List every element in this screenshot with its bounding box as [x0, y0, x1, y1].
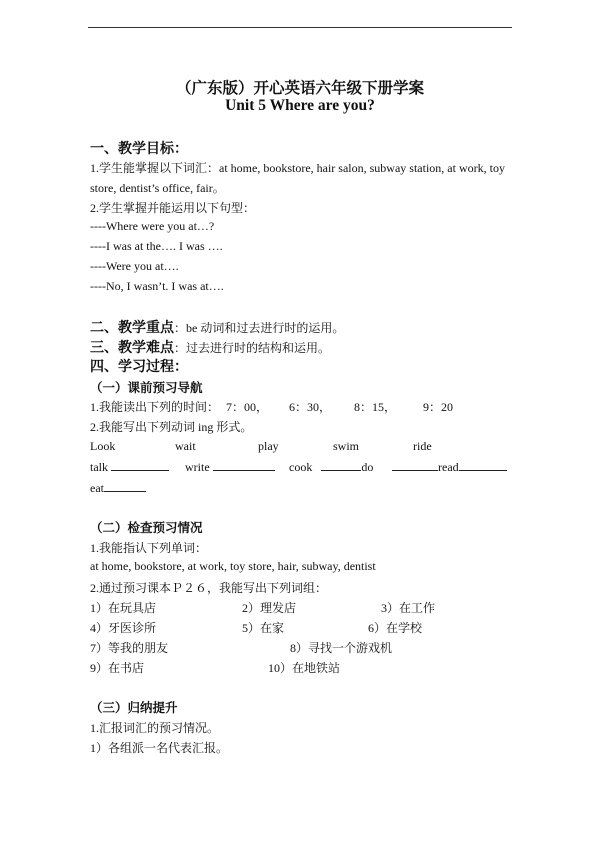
verb-eat-label: eat: [90, 481, 104, 495]
verb-swim: swim: [333, 439, 360, 453]
verb-look: Look: [90, 439, 116, 453]
doc-subtitle: Unit 5 Where are you?: [225, 97, 375, 114]
verb-play: play: [258, 439, 279, 453]
answer-blank[interactable]: [392, 459, 438, 471]
words-list: at home, bookstore, at work, toy store, hair, subway, dentist: [90, 559, 376, 573]
verb-wait: wait: [175, 439, 196, 453]
time-1: 7：00，: [226, 400, 269, 414]
pattern-4: ----No, I wasn’t. I was at….: [90, 279, 224, 293]
verb-cook: [289, 459, 373, 475]
time-3: 8：15，: [354, 400, 397, 414]
phrase-2: 2）理发店: [242, 601, 297, 615]
section4-heading: 四、学习过程：: [90, 360, 188, 375]
time-4: 9：20: [423, 400, 454, 414]
key-point-label: 二、教学重点: [90, 321, 174, 336]
time-2: 6：30，: [289, 400, 332, 414]
phrase-8: 8）寻找一个游戏机: [290, 641, 393, 655]
difficulty: [90, 337, 330, 357]
phrase-10: 10）在地铁站: [268, 661, 341, 675]
answer-blank[interactable]: [213, 459, 275, 471]
goal2: 2.学生掌握并能运用以下句型：: [90, 201, 256, 215]
section1-heading: 一、教学目标：: [90, 142, 188, 157]
part2-heading: （二）检查预习情况: [90, 521, 203, 535]
phrase-5: 5）在家: [242, 621, 285, 635]
goal1-line1: 1.学生能掌握以下词汇：at home, bookstore, hair salon, subway station, at work, toy: [90, 161, 505, 175]
answer-blank[interactable]: [104, 480, 146, 492]
phrase-1: 1）在玩具店: [90, 601, 157, 615]
part3-heading: （三）归纳提升: [90, 701, 178, 715]
part1-heading: （一）课前预习导航: [90, 381, 203, 395]
top-rule: [88, 27, 512, 28]
part3-item1: 1.汇报词汇的预习情况。: [90, 721, 220, 735]
phrase-6: 6）在学校: [368, 621, 423, 635]
goal1-line2: store, dentist’s office, fair。: [90, 181, 225, 195]
pattern-3: ----Were you at….: [90, 259, 179, 273]
ing-label: 2.我能写出下列动词 ing 形式。: [90, 420, 253, 434]
phrase-4: 4）牙医诊所: [90, 621, 157, 635]
part3-item2: 1）各组派一名代表汇报。: [90, 741, 229, 755]
verb-read-label: read: [438, 460, 459, 474]
key-point: [90, 317, 344, 337]
verb-read: [392, 459, 507, 475]
verb-do-label: do: [361, 460, 374, 474]
verb-cook-label: cook: [289, 460, 313, 474]
phrase-9: 9）在书店: [90, 661, 145, 675]
difficulty-text: ：过去进行时的结构和运用。: [174, 341, 331, 355]
phrase-3: 3）在工作: [381, 601, 436, 615]
pattern-2: ----I was at the…. I was ….: [90, 239, 223, 253]
key-point-text: ：be 动词和过去进行时的运用。: [174, 321, 345, 335]
answer-blank[interactable]: [459, 459, 507, 471]
pattern-1: ----Where were you at…?: [90, 219, 215, 233]
verb-eat: [90, 480, 146, 496]
phrase-7: 7）等我的朋友: [90, 641, 169, 655]
doc-title: （广东版）开心英语六年级下册学案: [175, 80, 424, 97]
verb-write: [185, 459, 275, 475]
difficulty-label: 三、教学难点: [90, 341, 174, 356]
phrases-label: 2.通过预习课本Ｐ２６，我能写出下列词组：: [90, 581, 328, 595]
verb-ride: ride: [413, 439, 432, 453]
verb-talk-label: talk: [90, 460, 108, 474]
answer-blank[interactable]: [321, 459, 361, 471]
answer-blank[interactable]: [111, 459, 169, 471]
verb-write-label: write: [185, 460, 210, 474]
verb-talk: [90, 459, 169, 475]
times-label: 1.我能读出下列的时间：: [90, 400, 220, 414]
words-label: 1.我能指认下列单词：: [90, 541, 208, 555]
